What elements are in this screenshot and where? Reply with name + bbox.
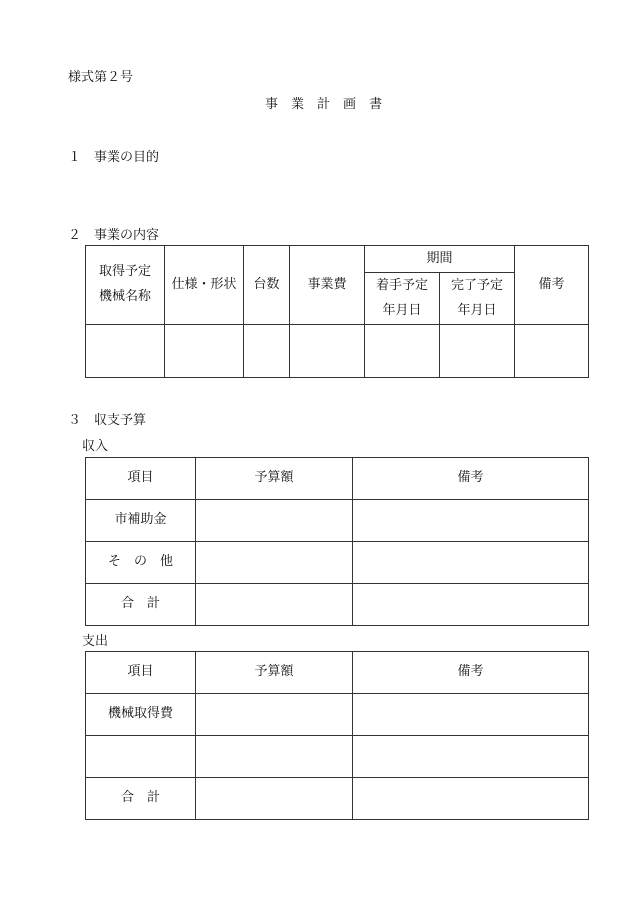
blank-cell[interactable] [353, 584, 589, 626]
header-item: 項目 [86, 652, 196, 694]
blank-cell[interactable] [353, 736, 589, 778]
blank-cell[interactable] [353, 694, 589, 736]
blank-cell[interactable] [353, 778, 589, 820]
blank-cell[interactable] [196, 500, 353, 542]
section1-heading: １ 事業の目的 [68, 150, 160, 165]
header-line: 年月日 [457, 302, 497, 318]
blank-cell[interactable] [196, 736, 353, 778]
header-line: 取得予定 [98, 264, 151, 280]
page-title [265, 93, 382, 112]
row-label: 合 計 [86, 778, 196, 820]
header-line: 機械名称 [98, 289, 151, 304]
title-char: 書 [369, 97, 383, 112]
header-remarks: 備考 [353, 458, 589, 500]
form-number: 様式第２号 [68, 70, 134, 85]
header-start-date [365, 273, 440, 325]
blank-cell[interactable] [196, 542, 353, 584]
income-table [85, 457, 589, 626]
blank-cell[interactable] [290, 325, 365, 378]
title-char: 画 [343, 97, 357, 112]
title-char: 事 [265, 97, 279, 112]
header-remarks: 備考 [353, 652, 589, 694]
blank-cell[interactable] [353, 542, 589, 584]
blank-cell[interactable] [365, 325, 440, 378]
header-spec: 仕様・形状 [165, 246, 244, 325]
header-line: 完了予定 [451, 277, 504, 293]
row-label: 機械取得費 [86, 694, 196, 736]
income-label: 収入 [82, 439, 109, 454]
blank-cell[interactable] [440, 325, 515, 378]
header-remarks: 備考 [515, 246, 589, 325]
header-period: 期間 [365, 246, 515, 273]
blank-cell[interactable] [196, 584, 353, 626]
title-char: 計 [317, 97, 331, 112]
title-char: 業 [291, 97, 305, 112]
project-content-table [85, 245, 589, 378]
blank-cell[interactable] [353, 500, 589, 542]
row-label[interactable] [86, 736, 196, 778]
expense-label: 支出 [82, 634, 109, 649]
header-item: 項目 [86, 458, 196, 500]
blank-cell[interactable] [86, 325, 165, 378]
header-budget: 予算額 [196, 458, 353, 500]
header-line: 年月日 [382, 302, 422, 318]
row-label: 市補助金 [86, 500, 196, 542]
header-cost: 事業費 [290, 246, 365, 325]
header-count: 台数 [244, 246, 290, 325]
row-label: そ の 他 [86, 542, 196, 584]
header-machine-name [86, 246, 165, 325]
header-line: 着手予定 [375, 277, 428, 293]
blank-cell[interactable] [165, 325, 244, 378]
header-end-date [440, 273, 515, 325]
blank-cell[interactable] [196, 694, 353, 736]
expense-table [85, 651, 589, 820]
header-budget: 予算額 [196, 652, 353, 694]
row-label: 合 計 [86, 584, 196, 626]
blank-cell[interactable] [244, 325, 290, 378]
blank-cell[interactable] [196, 778, 353, 820]
section2-heading: ２ 事業の内容 [68, 228, 160, 243]
section3-heading: ３ 収支予算 [68, 413, 147, 428]
blank-cell[interactable] [515, 325, 589, 378]
